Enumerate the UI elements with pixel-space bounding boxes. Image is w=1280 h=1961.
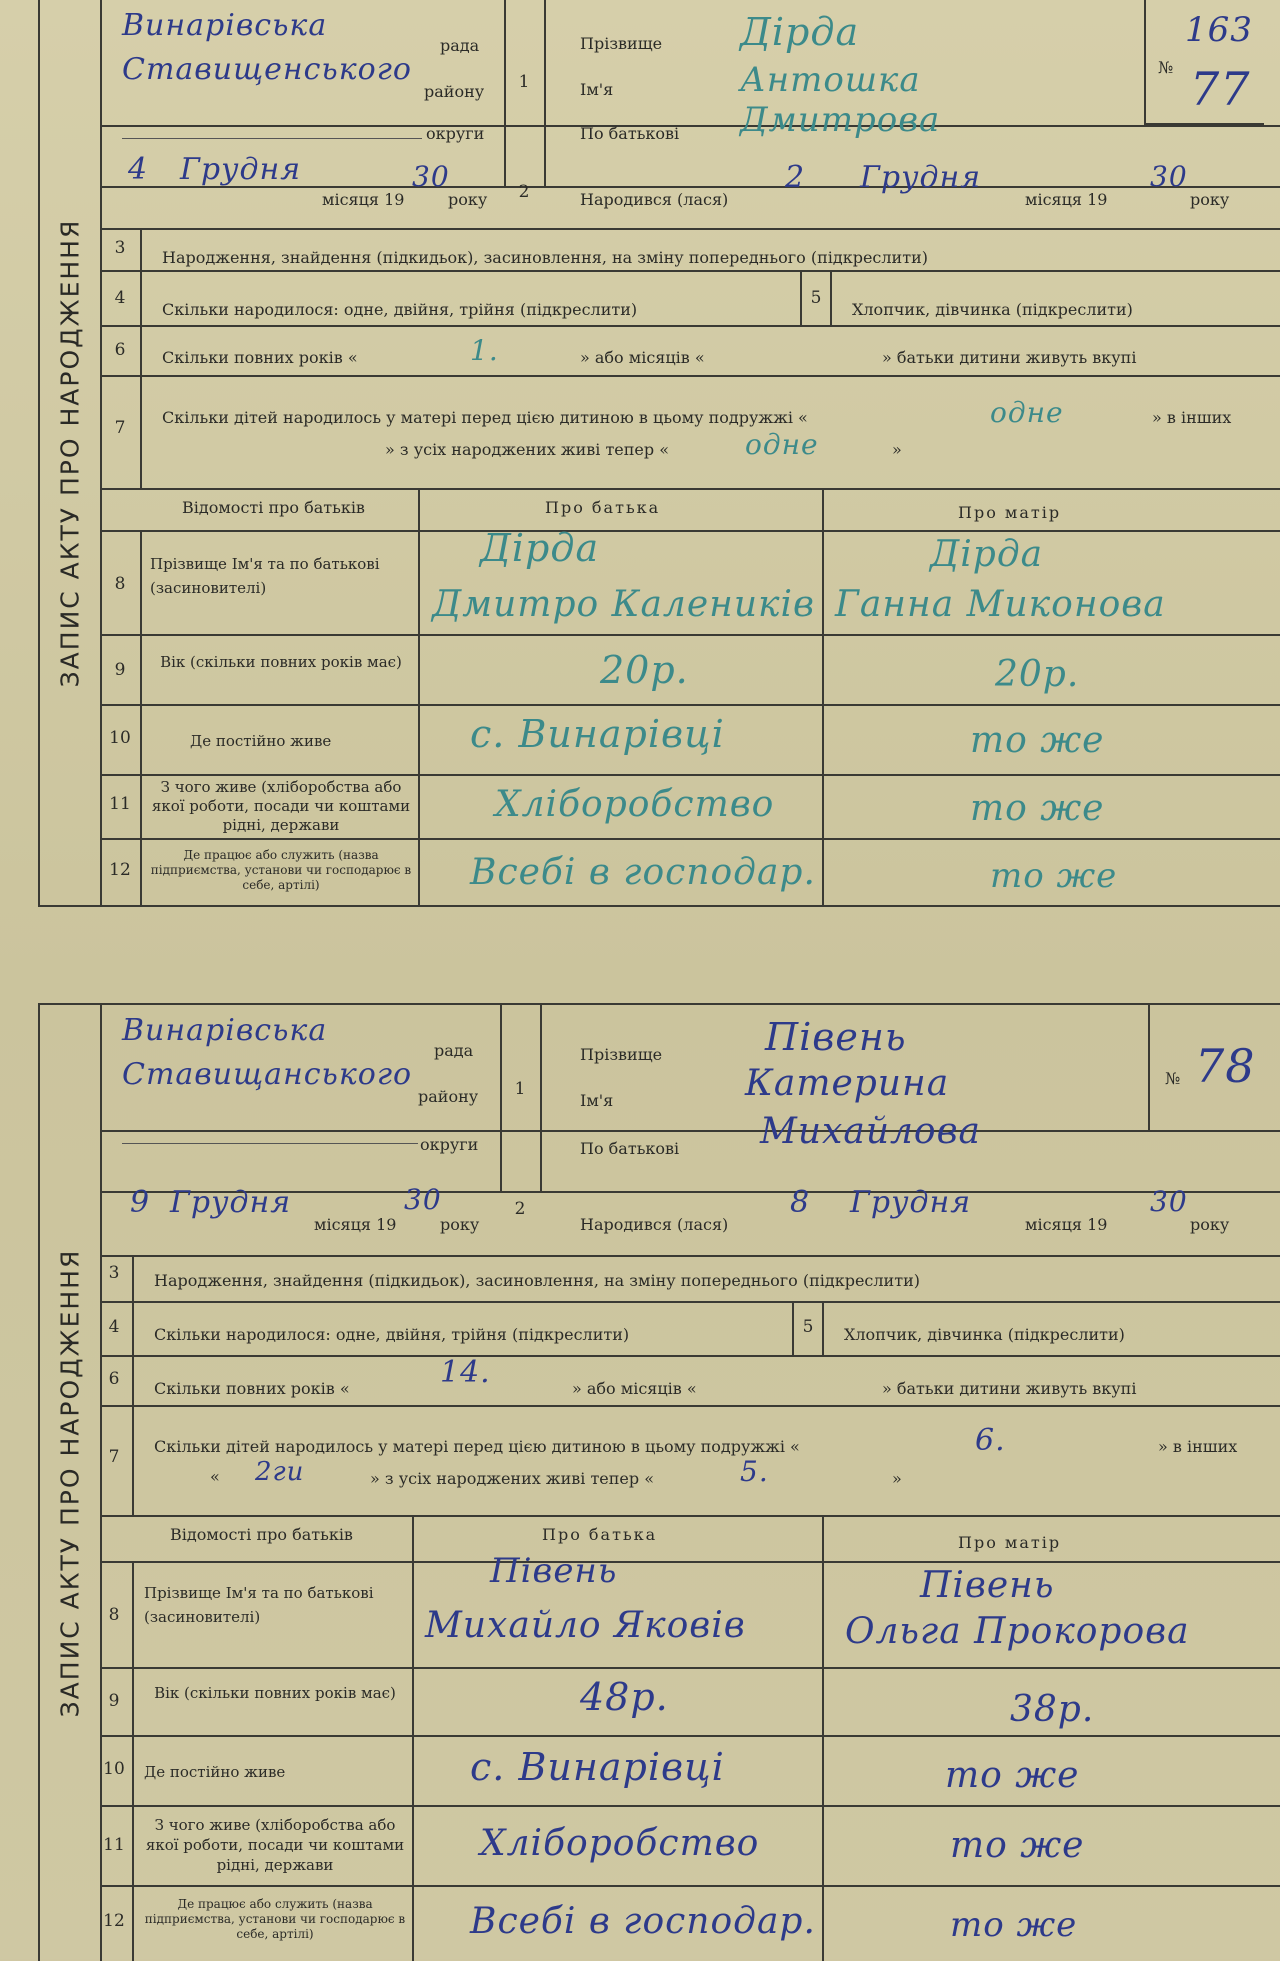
row-number-1: 1 — [518, 72, 530, 92]
father-place: с. Винарівці — [470, 1745, 725, 1789]
row-number-8: 8 — [114, 574, 126, 594]
row8-label: Прізвище Ім'я та по батькові (засиновителі) — [144, 1584, 374, 1626]
row-number-9: 9 — [108, 1691, 120, 1711]
father-work: Всебі в господар. — [470, 852, 816, 893]
birth-month-label: місяця 19 — [1025, 1215, 1108, 1234]
surname-label: Прізвище — [580, 34, 663, 53]
birth-day: 8 — [790, 1185, 811, 1220]
row7-text-b: » в інших — [1158, 1437, 1238, 1456]
col-parents-info: Відомості про батьків — [170, 1525, 353, 1544]
row-number-10: 10 — [109, 728, 131, 748]
row6-text-a: Скільки повних років « — [154, 1379, 350, 1398]
mother-place: то же — [970, 720, 1105, 761]
reg-year-label: року — [448, 190, 488, 209]
number-label: № — [1158, 58, 1174, 77]
row3-text: Народження, знайдення (підкидьок), засиновлення, на зміну попереднього (підкреслити) — [154, 1271, 920, 1290]
father-living: Хліборобство — [495, 784, 775, 825]
row-number-7: 7 — [114, 418, 126, 438]
birth-year: 30 — [1150, 1185, 1188, 1218]
row6-text-a: Скільки повних років « — [162, 348, 358, 367]
birth-year-label: року — [1190, 190, 1230, 209]
row5-text: Хлопчик, дівчинка (підкреслити) — [844, 1325, 1125, 1344]
row-number-5: 5 — [802, 1317, 814, 1337]
father-place: с. Винарівці — [470, 712, 725, 756]
mother-surname: Півень — [920, 1565, 1055, 1606]
birth-month-label: місяця 19 — [1025, 190, 1108, 209]
name-label: Ім'я — [580, 1091, 614, 1110]
col-mother: Про матір — [958, 1533, 1062, 1552]
mother-living: то же — [950, 1825, 1085, 1866]
record-sidebar — [40, 1005, 102, 1961]
reg-month: Грудня — [170, 1185, 292, 1220]
surname-value: Дірда — [740, 10, 860, 54]
row10-label: Де постійно живе — [144, 1763, 286, 1781]
col-father: Про батька — [542, 1525, 658, 1544]
name-label: Ім'я — [580, 80, 614, 99]
row4-text: Скільки народилося: одне, двійня, трійня (підкреслити) — [162, 300, 638, 319]
father-age: 20р. — [600, 648, 689, 692]
reg-year: 30 — [404, 1183, 442, 1216]
row10-label: Де постійно живе — [190, 732, 332, 750]
row-number-8: 8 — [108, 1605, 120, 1625]
row11-label: З чого живе (хліборобства або якої роботи, посади чи коштами рідні, держави — [151, 778, 411, 834]
row-number-7: 7 — [108, 1447, 120, 1467]
col-parents-info: Відомості про батьків — [182, 498, 365, 517]
row4-text: Скільки народилося: одне, двійня, трійня (підкреслити) — [154, 1325, 630, 1344]
row-number-12: 12 — [103, 1911, 125, 1931]
row6-text-c: » батьки дитини живуть вкупі — [882, 348, 1137, 367]
rada-value: Винарівська — [122, 1013, 328, 1048]
mother-name: Ганна Миконова — [835, 584, 1166, 625]
reg-year-label: року — [440, 1215, 480, 1234]
father-surname: Дірда — [480, 526, 600, 570]
record-title: ЗАПИС АКТУ ПРО НАРОДЖЕННЯ — [55, 1248, 85, 1718]
reg-month-label: місяця 19 — [314, 1215, 397, 1234]
name-value: Антошка — [740, 60, 921, 100]
row12-label: Де працює або служить (назва підприємства, установи чи господарює в себе, артілі) — [144, 1897, 406, 1941]
mother-place: то же — [945, 1755, 1080, 1796]
children-alive: одне — [745, 428, 819, 461]
record-number: 78 — [1195, 1039, 1256, 1093]
children-other: 2ги — [255, 1457, 305, 1487]
reg-year: 30 — [412, 160, 450, 193]
row5-text: Хлопчик, дівчинка (підкреслити) — [852, 300, 1133, 319]
born-label: Народився (лася) — [580, 1215, 729, 1234]
row-number-11: 11 — [109, 794, 131, 814]
row6-text-b: » або місяців « — [572, 1379, 697, 1398]
father-name: Михайло Яковів — [425, 1605, 746, 1646]
mother-age: 38р. — [1010, 1689, 1095, 1730]
reg-day: 9 — [130, 1185, 151, 1220]
reg-month-label: місяця 19 — [322, 190, 405, 209]
row-number-11: 11 — [103, 1835, 125, 1855]
row6-text-b: » або місяців « — [580, 348, 705, 367]
patronymic-label: По батькові — [580, 124, 680, 143]
row-number-2: 2 — [518, 182, 530, 202]
record-title: ЗАПИС АКТУ ПРО НАРОДЖЕННЯ — [55, 218, 85, 687]
row-number-10: 10 — [103, 1759, 125, 1779]
reg-day: 4 — [128, 152, 149, 187]
row-number-9: 9 — [114, 660, 126, 680]
rada-label: рада — [434, 1041, 474, 1060]
children-alive: 5. — [740, 1455, 769, 1488]
record-number: 77 — [1190, 62, 1251, 116]
row9-label: Вік (скільки повних років має) — [154, 1684, 396, 1702]
birth-month: Грудня — [850, 1185, 972, 1220]
row-number-4: 4 — [108, 1317, 120, 1337]
corner-note: 163 — [1185, 10, 1253, 50]
rada-value: Винарівська — [122, 8, 328, 43]
father-age: 48р. — [580, 1675, 669, 1719]
years-together: 1. — [470, 334, 499, 367]
mother-living: то же — [970, 788, 1105, 829]
mother-work: то же — [990, 856, 1118, 896]
col-mother: Про матір — [958, 503, 1062, 522]
row7-text-b: » в інших — [1152, 408, 1232, 427]
row7-text-a: Скільки дітей народилось у матері перед цією дитиною в цьому подружжі « — [162, 408, 808, 427]
row12-label: Де працює або служить (назва підприємства, установи чи господарює в себе, артілі) — [150, 848, 412, 892]
mother-age: 20р. — [995, 654, 1080, 695]
record-sidebar — [40, 0, 102, 905]
rada-label: рада — [440, 36, 480, 55]
raion-label: району — [418, 1087, 479, 1106]
row-number-4: 4 — [114, 288, 126, 308]
surname-value: Півень — [765, 1015, 907, 1059]
birth-year-label: року — [1190, 1215, 1230, 1234]
row-number-3: 3 — [108, 1263, 120, 1283]
father-surname: Півень — [490, 1551, 618, 1591]
father-living: Хліборобство — [480, 1823, 760, 1864]
raion-value: Ставищанського — [122, 1057, 413, 1092]
number-label: № — [1165, 1069, 1181, 1088]
name-value: Катерина — [745, 1063, 950, 1104]
row-number-6: 6 — [114, 340, 126, 360]
row8-label: Прізвище Ім'я та по батькові (засиновителі) — [150, 555, 380, 597]
row3-text: Народження, знайдення (підкидьок), засиновлення, на зміну попереднього (підкреслити) — [162, 248, 928, 267]
okrug-label: округи — [420, 1135, 479, 1154]
row7-text-c: » з усіх народжених живі тепер « — [370, 1469, 655, 1488]
row7-text-a: Скільки дітей народилось у матері перед цією дитиною в цьому подружжі « — [154, 1437, 800, 1456]
birth-record-1 — [38, 0, 1280, 907]
row-number-5: 5 — [810, 288, 822, 308]
row7-text-d: » — [892, 440, 902, 459]
row7-quote-open: « — [210, 1467, 220, 1486]
row7-text-d: » — [892, 1469, 902, 1488]
col-father: Про батька — [545, 498, 661, 517]
patronymic-value: Михайлова — [760, 1111, 982, 1152]
birth-month: Грудня — [860, 160, 982, 195]
father-work: Всебі в господар. — [470, 1901, 816, 1942]
children-before: одне — [990, 396, 1064, 429]
raion-label: району — [424, 82, 485, 101]
father-name: Дмитро Калеників — [432, 584, 816, 625]
row7-text-c: » з усіх народжених живі тепер « — [385, 440, 670, 459]
raion-value: Ставищенського — [122, 52, 412, 87]
patronymic-label: По батькові — [580, 1139, 680, 1158]
mother-surname: Дірда — [930, 534, 1044, 575]
row11-label: З чого живе (хліборобства або якої роботи, посади чи коштами рідні, держави — [145, 1816, 405, 1874]
years-together: 14. — [440, 1355, 491, 1390]
birth-day: 2 — [785, 160, 806, 195]
children-before: 6. — [975, 1423, 1006, 1458]
born-label: Народився (лася) — [580, 190, 729, 209]
patronymic-value: Дмитрова — [740, 100, 941, 140]
row-number-6: 6 — [108, 1369, 120, 1389]
surname-label: Прізвище — [580, 1045, 663, 1064]
birth-year: 30 — [1150, 160, 1188, 193]
row6-text-c: » батьки дитини живуть вкупі — [882, 1379, 1137, 1398]
mother-work: то же — [950, 1905, 1078, 1945]
okrug-label: округи — [426, 124, 485, 143]
birth-record-2 — [38, 1003, 1280, 1961]
row-number-2: 2 — [514, 1199, 526, 1219]
row-number-3: 3 — [114, 238, 126, 258]
row-number-12: 12 — [109, 860, 131, 880]
row-number-1: 1 — [514, 1079, 526, 1099]
reg-month: Грудня — [180, 152, 302, 187]
mother-name: Ольга Прокорова — [845, 1611, 1190, 1652]
row9-label: Вік (скільки повних років має) — [160, 653, 402, 671]
